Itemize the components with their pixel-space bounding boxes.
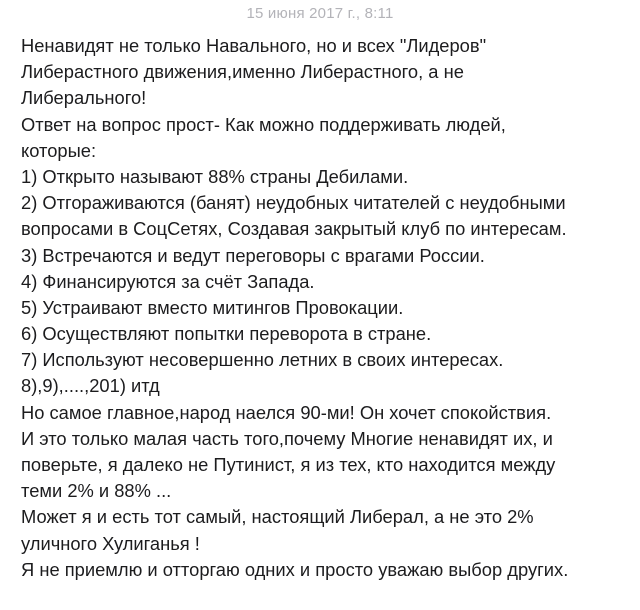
note-line: которые: xyxy=(21,139,97,161)
note-line: Либерастного движения,именно Либерастного, а не xyxy=(21,61,464,83)
note-line: Но самое главное,народ наелся 90-ми! Он хочет спокойствия. xyxy=(21,401,552,423)
note-line: 7) Используют несовершенно летних в своих интересах. xyxy=(21,349,504,371)
note-line: Ненавидят не только Навального, но и всех "Лидеров" xyxy=(21,35,487,56)
note-line: вопросами в СоцСетях, Создавая закрытый клуб по интересам. xyxy=(21,218,567,240)
note-line: 8),9),....,201) итд xyxy=(21,375,160,397)
note-line: 3) Встречаются и ведут переговоры с врагами России. xyxy=(21,244,485,266)
note-line: Может я и есть тот самый, настоящий Либерал, а не это 2% xyxy=(21,506,534,528)
note-line: Ответ на вопрос прост- Как можно поддерживать людей, xyxy=(21,113,506,135)
note-body[interactable] xyxy=(21,33,633,583)
note-line: теми 2% и 88% ... xyxy=(21,480,172,502)
note-date: 15 июня 2017 г., 8:11 xyxy=(246,5,394,22)
note-line: Либерального! xyxy=(21,87,147,109)
note-line: уличного Хулиганья ! xyxy=(21,532,200,554)
note-line: И это только малая часть того,почему Многие ненавидят их, и xyxy=(21,427,553,449)
note-line: 4) Финансируются за счёт Запада. xyxy=(21,270,315,292)
note-line: поверьте, я далеко не Путинист, я из тех, кто находится между xyxy=(21,454,556,475)
note-line: Я не приемлю и отторгаю одних и просто уважаю выбор других. xyxy=(21,558,569,580)
note-line: 2) Отгораживаются (банят) неудобных читателей с неудобными xyxy=(21,192,566,214)
note-line: 5) Устраивают вместо митингов Провокации. xyxy=(21,296,404,318)
note-line: 1) Открыто называют 88% страны Дебилами. xyxy=(21,165,409,187)
note-line: 6) Осуществляют попытки переворота в стране. xyxy=(21,323,432,345)
